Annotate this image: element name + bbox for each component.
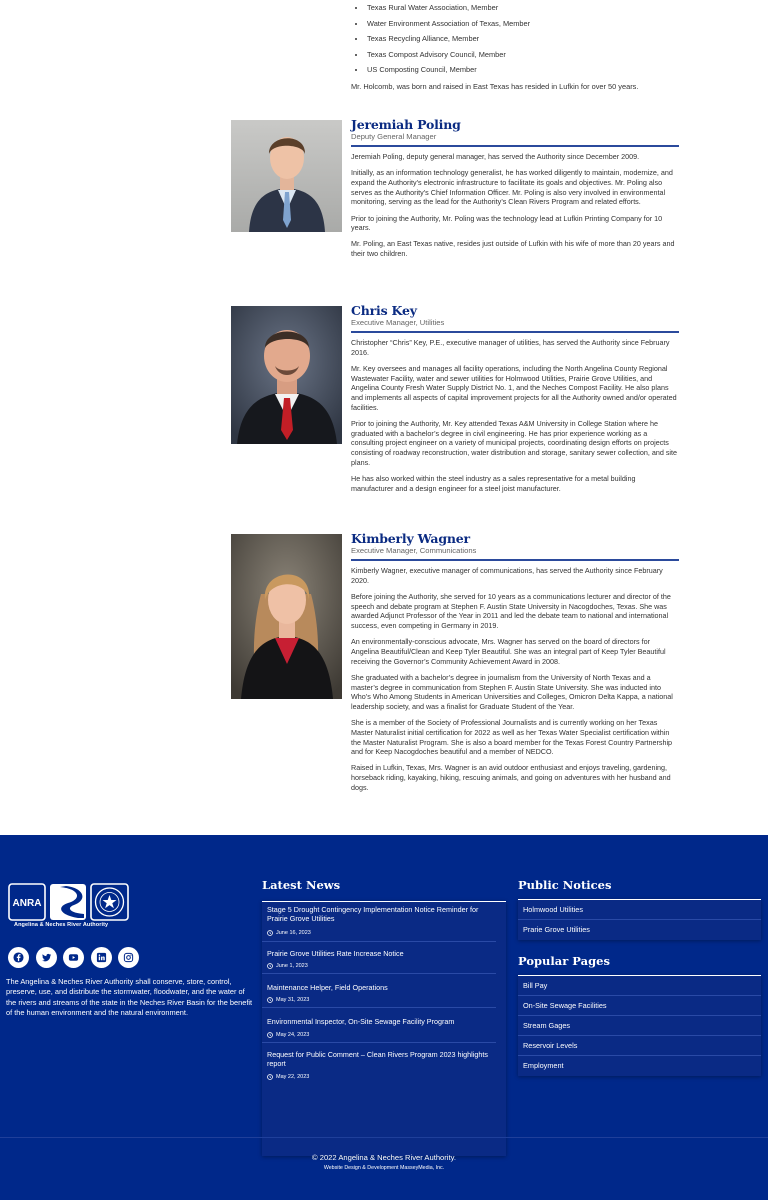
- linkedin-icon[interactable]: [91, 947, 112, 968]
- news-date-text: May 22, 2023: [276, 1074, 310, 1080]
- news-title[interactable]: Environmental Inspector, On-Site Sewage Facility Program: [267, 1017, 455, 1026]
- news-item[interactable]: [267, 1017, 499, 1038]
- logo-mark-icon: [8, 883, 130, 923]
- divider: [518, 1035, 761, 1036]
- news-title[interactable]: Maintenance Helper, Field Operations: [267, 983, 388, 992]
- bio-paragraph: Kimberly Wagner, executive manager of communications, has served the Authority since February 2020.: [351, 566, 663, 585]
- facebook-icon[interactable]: [8, 947, 29, 968]
- divider: [518, 995, 761, 996]
- clock-icon: [267, 963, 273, 969]
- page-link-ossf[interactable]: On-Site Sewage Facilities: [523, 1001, 607, 1010]
- divider: [262, 973, 496, 974]
- news-date: [267, 1074, 309, 1080]
- clock-icon: [267, 1074, 273, 1080]
- bio-paragraph: Prior to joining the Authority, Mr. Key attended Texas A&M University in College Station where he graduated with a bachelor’s degree in civil engineering. He has prior experience working as a consulting project engineer on a variety of municipal projects, coordinating design efforts on projects consisting of roadway reconstruction, water distribution and storage, sanitary sewer collection, and site plans.: [351, 418, 677, 467]
- staff-bio: [351, 152, 679, 265]
- clock-icon: [267, 1032, 273, 1038]
- list-item: • Texas Compost Advisory Council, Member: [366, 47, 530, 63]
- membership-list: [351, 0, 530, 78]
- list-item: • Texas Rural Water Association, Member: [366, 0, 530, 16]
- list-item: • US Composting Council, Member: [366, 62, 530, 78]
- news-date: [267, 963, 308, 969]
- divider: [0, 1137, 768, 1138]
- staff-bio: [351, 566, 679, 799]
- popular-pages-panel: [518, 975, 761, 1076]
- latest-news-panel: [262, 901, 506, 1156]
- list-item: • Water Environment Association of Texas, Member: [366, 16, 530, 32]
- social-links: [8, 947, 139, 968]
- holcomb-closing-text: Mr. Holcomb, was born and raised in East Texas has resided in Lufkin for over 50 years.: [351, 82, 639, 91]
- bio-paragraph: Prior to joining the Authority, Mr. Poling was the technology lead at Lufkin Printing Company for 10 years.: [351, 213, 663, 233]
- bio-paragraph: Christopher “Chris” Key, P.E., executive manager of utilities, has served the Authority since February 2016.: [351, 338, 670, 357]
- bio-paragraph: Mr. Poling, an East Texas native, resides just outside of Lufkin with his wife of more than 20 years and their two children.: [351, 239, 675, 259]
- divider: [518, 1015, 761, 1016]
- public-notices-panel: [518, 899, 761, 940]
- staff-name: Chris Key: [351, 303, 417, 318]
- news-title[interactable]: Prairie Grove Utilities Rate Increase Notice: [267, 949, 404, 958]
- copyright: © 2022 Angelina & Neches River Authority.: [312, 1153, 456, 1162]
- popular-pages-heading: Popular Pages: [518, 954, 610, 968]
- site-footer: [0, 835, 768, 1200]
- page-link-employment[interactable]: Employment: [523, 1061, 564, 1070]
- news-date-text: May 24, 2023: [276, 1032, 310, 1038]
- bio-paragraph: Mr. Key oversees and manages all facility operations, including the North Angelina County Regional Wastewater Facility, water and sewer utilities for Holmwood Utilities, Prairie Grove Utilities, and Angelina County Fresh Water Supply District No. 1, and the Neches Compost Facility. He also plans and implements all aspects of capital improvement projects for all the Authority owned and/or operated facilities.: [351, 363, 677, 412]
- news-date-text: June 16, 2023: [276, 930, 311, 936]
- bio-paragraph: Before joining the Authority, she served for 10 years as a communications lecturer and director of the speech and debate program at Stephen F. Austin State University in Nacogdoches, Texas. She was awarded Adjunct Professor of the Year in 2011 and led the debate team to national and international success, even competing in Germany in 2019.: [351, 591, 671, 631]
- divider: [262, 941, 496, 942]
- staff-photo-key: [231, 306, 342, 444]
- bio-paragraph: Initially, as an information technology generalist, he has worked diligently to maintain, modernize, and expand the Authority’s electronic infrastructure to facilitate its goals and objectives. Mr. Poling also serves as the Authority’s Chief Information Officer. Mr. Poling is also very involved in environmental monitoring, serving as the lead for the Authority’s Clean Rivers Program and related efforts.: [351, 168, 673, 207]
- divider: [351, 145, 679, 147]
- twitter-icon[interactable]: [36, 947, 57, 968]
- mission-statement: The Angelina & Neches River Authority shall conserve, store, control, preserve, use, and distribute the stormwater, floodwater, and the water of the rivers and streams of the state in the Neches River Basin for the benefit of the human environment and the natural environment.: [6, 977, 253, 1017]
- svg-text:ANRA: ANRA: [12, 898, 42, 909]
- news-title[interactable]: Stage 5 Drought Contingency Implementation Notice Reminder for Prairie Grove Utilities: [267, 905, 479, 924]
- page-link-bill-pay[interactable]: Bill Pay: [523, 981, 548, 990]
- bio-paragraph: She graduated with a bachelor’s degree in journalism from the University of North Texas and a master’s degree in communication from Stephen F. Austin State University. She was inducted into Who’s Who Among Students in American Universities and Colleges, Omicron Delta Kappa, a national leadership society, and was a finalist for Graduate Student of the Year.: [351, 672, 673, 711]
- staff-title: Executive Manager, Utilities: [351, 318, 445, 327]
- bio-paragraph: Jeremiah Poling, deputy general manager, has served the Authority since December 2009.: [351, 152, 640, 161]
- notice-link-holmwood[interactable]: Holmwood Utilities: [523, 905, 584, 914]
- divider: [351, 331, 679, 333]
- clock-icon: [267, 930, 273, 936]
- bio-paragraph: He has also worked within the steel industry as a sales representative for a metal building manufacturer and a design engineer for a steel joist manufacturer.: [351, 473, 636, 493]
- news-title[interactable]: Request for Public Comment – Clean Rivers Program 2023 highlights report: [267, 1050, 488, 1069]
- staff-title: Deputy General Manager: [351, 132, 437, 141]
- news-item[interactable]: [267, 905, 499, 936]
- staff-name: Jeremiah Poling: [351, 117, 461, 132]
- news-date-text: June 1, 2023: [276, 963, 308, 969]
- divider: [262, 1042, 496, 1043]
- instagram-icon[interactable]: [118, 947, 139, 968]
- staff-bio: [351, 338, 679, 500]
- news-item[interactable]: [267, 949, 499, 969]
- news-item[interactable]: [267, 1050, 499, 1080]
- bio-paragraph: Raised in Lufkin, Texas, Mrs. Wagner is an avid outdoor enthusiast and enjoys traveling, gardening, horseback riding, kayaking, hiking, rescuing animals, and going on adventures with her husband and dogs.: [351, 763, 671, 792]
- news-date-text: May 31, 2023: [276, 997, 310, 1003]
- design-credit[interactable]: Website Design & Development MasseyMedia, Inc.: [323, 1165, 445, 1171]
- clock-icon: [267, 997, 273, 1003]
- page-link-reservoir-levels[interactable]: Reservoir Levels: [523, 1041, 578, 1050]
- divider: [262, 1007, 496, 1008]
- bio-paragraph: An environmentally-conscious advocate, Mrs. Wagner has served on the board of directors for Angelina Beautiful/Clean and Keep Tyler Beautiful. She was an integral part of Keep Tyler Beautiful receiving the Governor’s Community Achievement Award in 2008.: [351, 637, 666, 666]
- news-date: [267, 1032, 309, 1038]
- divider: [518, 919, 761, 920]
- staff-photo-wagner: [231, 534, 342, 699]
- news-date: [267, 930, 311, 936]
- bio-paragraph: She is a member of the Society of Professional Journalists and is currently working on her Texas Master Naturalist initial certification for 2022 as well as her Texas Water Specialist certification within the Master Naturalist Program. She is also a board member for the Texas Forest Country Partnership and for Keep Nacogdoches beautiful and a member of NEDCO.: [351, 718, 673, 757]
- latest-news-heading: Latest News: [262, 878, 341, 892]
- divider: [518, 1055, 761, 1056]
- logo-caption: Angelina & Neches River Authority: [14, 922, 109, 928]
- notice-link-prarie-grove[interactable]: Prarie Grove Utilities: [523, 925, 590, 934]
- news-item[interactable]: [267, 983, 499, 1003]
- staff-title: Executive Manager, Communications: [351, 546, 477, 555]
- news-date: [267, 997, 309, 1003]
- public-notices-heading: Public Notices: [518, 878, 612, 892]
- staff-photo-poling: [231, 120, 342, 232]
- youtube-icon[interactable]: [63, 947, 84, 968]
- divider: [351, 559, 679, 561]
- staff-name: Kimberly Wagner: [351, 531, 470, 546]
- page-link-stream-gages[interactable]: Stream Gages: [523, 1021, 571, 1030]
- list-item: • Texas Recycling Alliance, Member: [366, 31, 530, 47]
